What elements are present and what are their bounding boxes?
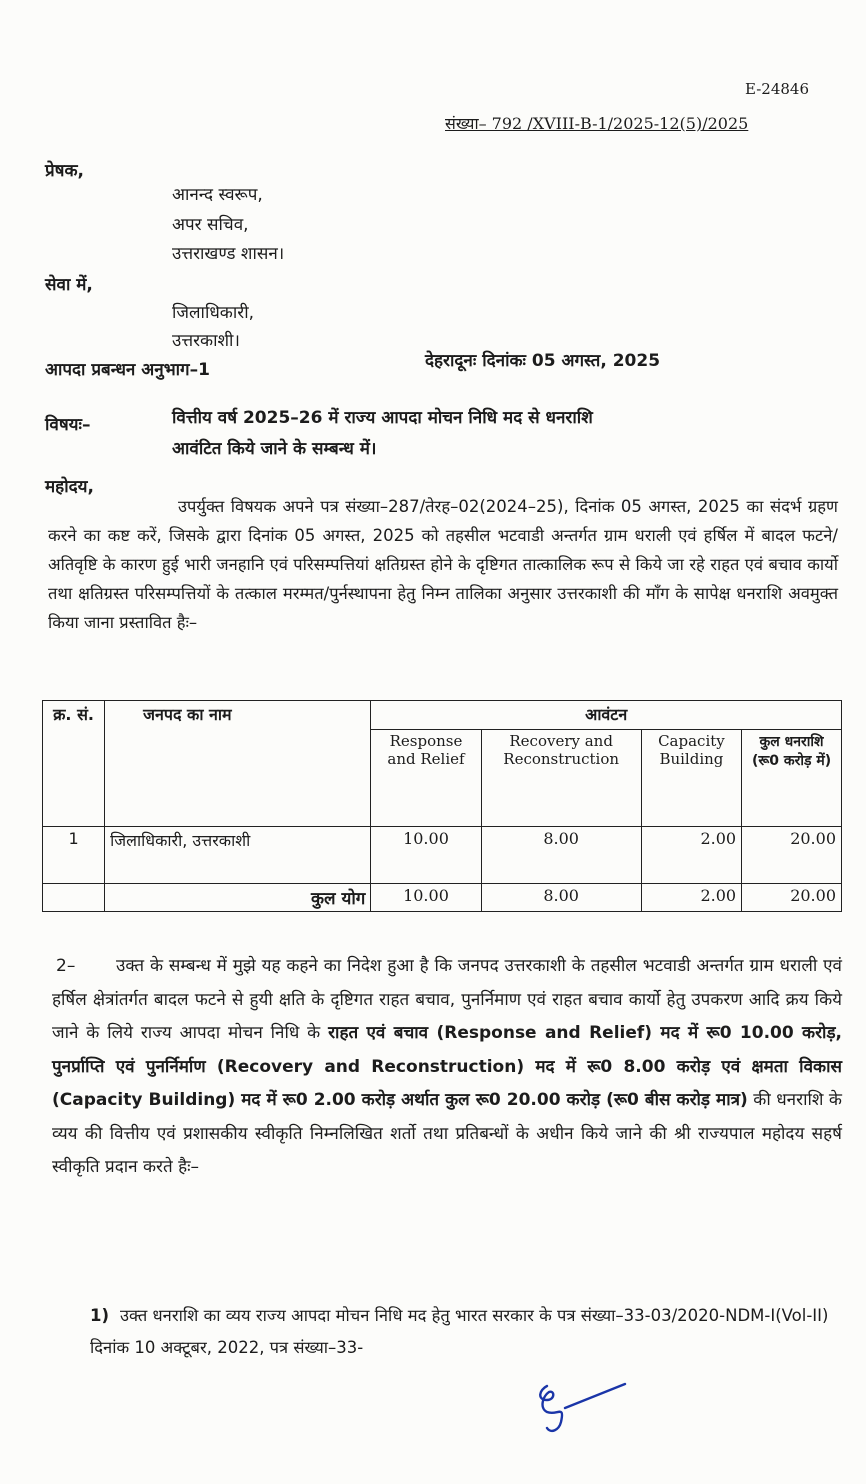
row-district-text: जिलाधिकारी, उत्तरकाशी xyxy=(110,831,251,850)
row-capacity: 2.00 xyxy=(641,827,741,884)
condition-1-text: उक्त धनराशि का व्यय राज्य आपदा मोचन निधि मद हेतु भारत सरकार के पत्र संख्या–33-03/2020-NDM-I(Vol-II) दिनांक 10 अक्टूबर, 2022, पत्र संख्या–33- xyxy=(90,1306,829,1357)
sender-designation: अपर सचिव, xyxy=(172,215,249,235)
recipient-district: उत्तरकाशी। xyxy=(172,331,240,351)
total-label: कुल योग xyxy=(105,884,371,912)
subject-line-2: आवंटित किये जाने के सम्बन्ध में। xyxy=(172,439,377,459)
row-total: 20.00 xyxy=(742,827,842,884)
paragraph-1: उपर्युक्त विषयक अपने पत्र संख्या–287/तेरह–02(2024–25), दिनांक 05 अगस्त, 2025 का संदर्भ ग्रहण करने का कष्ट करें, जिसके द्वारा दिनांक 05 अगस्त, 2025 को तहसील भटवाडी अन्तर्गत ग्राम धराली एवं हर्षिल में बादल फटने/अतिवृष्टि के कारण हुई भारी जनहानि एवं परिसम्पत्तियां क्षतिग्रस्त होने के दृष्टिगत तात्कालिक रूप से किये जा रहे राहत एवं बचाव कार्यो तथा क्षतिग्रस्त परिसम्पत्तियों के तत्काल मरम्मत/पुर्नस्थापना हेतु निम्न तालिका अनुसार उत्तरकाशी की माँग के सापेक्ष धनराशि अवमुक्त किया जाना प्रस्तावित हैः– xyxy=(48,497,838,632)
table-header-sno: क्र. सं. xyxy=(43,701,105,827)
signature-icon xyxy=(525,1378,635,1438)
recipient-label: सेवा में, xyxy=(45,275,93,295)
section-name: आपदा प्रबन्धन अनुभाग–1 xyxy=(45,360,210,380)
row-district xyxy=(105,827,371,884)
table-row xyxy=(43,827,842,884)
place-date: देहरादूनः दिनांकः 05 अगस्त, 2025 xyxy=(425,351,661,371)
condition-1 xyxy=(90,1300,850,1364)
row-recovery: 8.00 xyxy=(481,827,641,884)
allocation-table xyxy=(42,700,842,912)
sender-label: प्रेषक, xyxy=(45,161,85,181)
letter-number: संख्या– 792 /XVIII-B-1/2025-12(5)/2025 xyxy=(445,114,749,133)
paragraph-2-number: 2– xyxy=(56,956,76,976)
subject-line-1: वित्तीय वर्ष 2025–26 में राज्य आपदा मोचन निधि मद से धनराशि xyxy=(172,408,593,428)
paragraph-2 xyxy=(52,950,842,1185)
paragraph-2-text-a: उक्त के सम्बन्ध में मुझे यह कहने का निदेश हुआ है कि जनपद उत्तरकाशी के तहसील भटवाडी अन्तर्गत ग्राम धराली एवं हर्षिल क्षेत्रांतर्गत बादल फटने से हुयी क्षति के दृष्टिगत राहत बचाव, पुनर्निमाण एवं राहत बचाव कार्यो हेतु उपकरण आदि क्रय किये जाने के लिये राज्य आपदा मोचन निधि के xyxy=(52,956,842,1043)
total-recovery: 8.00 xyxy=(481,884,641,912)
table-header-allocation: आवंटन xyxy=(371,701,842,730)
paragraph-2-text-c: की धनराशि के व्यय की वित्तीय एवं प्रशासकीय स्वीकृति निम्नलिखित शर्तो तथा प्रतिबन्धों के अधीन किये जाने की श्री राज्यपाल महोदय सहर्ष स्वीकृति प्रदान करते हैः– xyxy=(52,1090,842,1177)
condition-1-number: 1) xyxy=(90,1306,110,1325)
table-total-row xyxy=(43,884,842,912)
recipient-designation: जिलाधिकारी, xyxy=(172,303,255,323)
table-header-district: जनपद का नाम xyxy=(105,701,371,827)
subject-label: विषयः– xyxy=(45,415,91,435)
row-response: 10.00 xyxy=(371,827,481,884)
salutation: महोदय, xyxy=(45,477,94,497)
total-row-empty xyxy=(43,884,105,912)
table-header-capacity: Capacity Building xyxy=(641,730,741,827)
total-capacity: 2.00 xyxy=(641,884,741,912)
total-total: 20.00 xyxy=(742,884,842,912)
table-header-total: कुल धनराशि (रू0 करोड़ में) xyxy=(742,730,842,827)
sender-office: उत्तराखण्ड शासन। xyxy=(172,244,285,264)
total-response: 10.00 xyxy=(371,884,481,912)
reference-code: E-24846 xyxy=(745,80,810,98)
paragraph-2-bold: राहत एवं बचाव (Response and Relief) मद में रू0 10.00 करोड़, पुनर्प्राप्ति एवं पुनर्निर्माण (Recovery and Reconstruction) मद में रू0 8.00 करोड़ एवं क्षमता विकास (Capacity Building) मद में रू0 2.00 करोड़ अर्थात कुल रू0 20.00 करोड़ (रू0 बीस करोड़ मात्र) xyxy=(52,1023,843,1110)
table-header-recovery: Recovery and Reconstruction xyxy=(481,730,641,827)
table-header-row xyxy=(43,701,842,730)
table-header-response: Response and Relief xyxy=(371,730,481,827)
row-sno: 1 xyxy=(43,827,105,884)
sender-name: आनन्द स्वरूप, xyxy=(172,185,263,205)
